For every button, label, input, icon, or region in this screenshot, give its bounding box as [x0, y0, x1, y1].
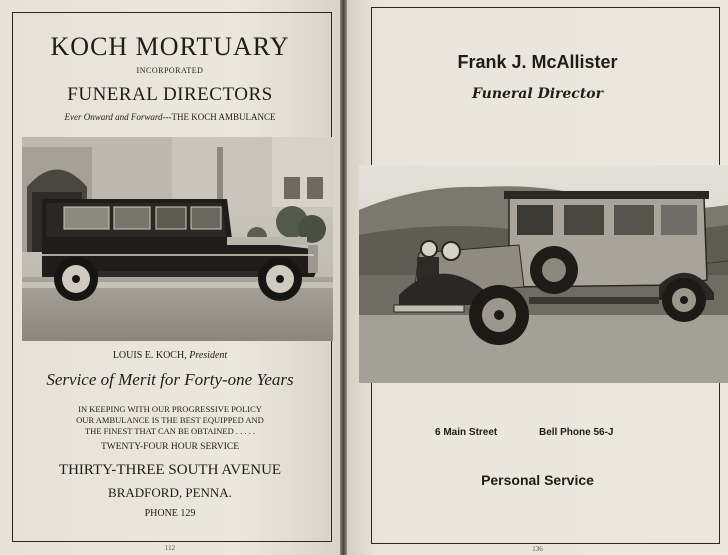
- policy-line: IN KEEPING WITH OUR PROGRESSIVE POLICY: [78, 404, 262, 414]
- book-gutter: [340, 0, 347, 555]
- policy-line: THE FINEST THAT CAN BE OBTAINED . . . . .: [84, 426, 256, 436]
- address-street: THIRTY-THREE SOUTH AVENUE: [58, 462, 282, 478]
- incorporated-label: INCORPORATED: [136, 66, 204, 75]
- right-page-number: 136: [532, 545, 543, 553]
- ambulance-photo: [22, 137, 333, 341]
- director-name: Frank J. McAllister: [457, 52, 618, 72]
- director-title: Funeral Director: [471, 86, 604, 102]
- slogan: Service of Merit for Forty-one Years: [46, 370, 294, 389]
- business-name: KOCH MORTUARY: [50, 32, 290, 61]
- phone-number: PHONE 129: [144, 508, 196, 519]
- tagline-caps: THE KOCH AMBULANCE: [171, 112, 276, 122]
- president-line: [0, 350, 340, 361]
- tagline-italic: Ever Onward and Forward---: [64, 112, 172, 122]
- right-page: [347, 0, 728, 555]
- ambulance-photo-graphic: [22, 137, 333, 341]
- address-city: BRADFORD, PENNA.: [108, 485, 232, 500]
- hearse-photo-graphic: [359, 165, 728, 383]
- street-address: 6 Main Street: [435, 427, 498, 438]
- personal-service: Personal Service: [481, 472, 594, 488]
- tagline: [0, 112, 340, 122]
- hearse-photo: [359, 165, 728, 383]
- bell-phone: Bell Phone 56-J: [539, 427, 614, 438]
- heading-funeral-directors: FUNERAL DIRECTORS: [67, 84, 273, 105]
- policy-text: [0, 404, 340, 437]
- service-hours: TWENTY-FOUR HOUR SERVICE: [100, 442, 240, 452]
- president-name: LOUIS E. KOCH,: [112, 350, 187, 361]
- left-page-number: 112: [164, 544, 176, 552]
- left-page: [0, 0, 340, 555]
- president-title: President: [189, 350, 228, 361]
- policy-line: OUR AMBULANCE IS THE BEST EQUIPPED AND: [76, 415, 264, 425]
